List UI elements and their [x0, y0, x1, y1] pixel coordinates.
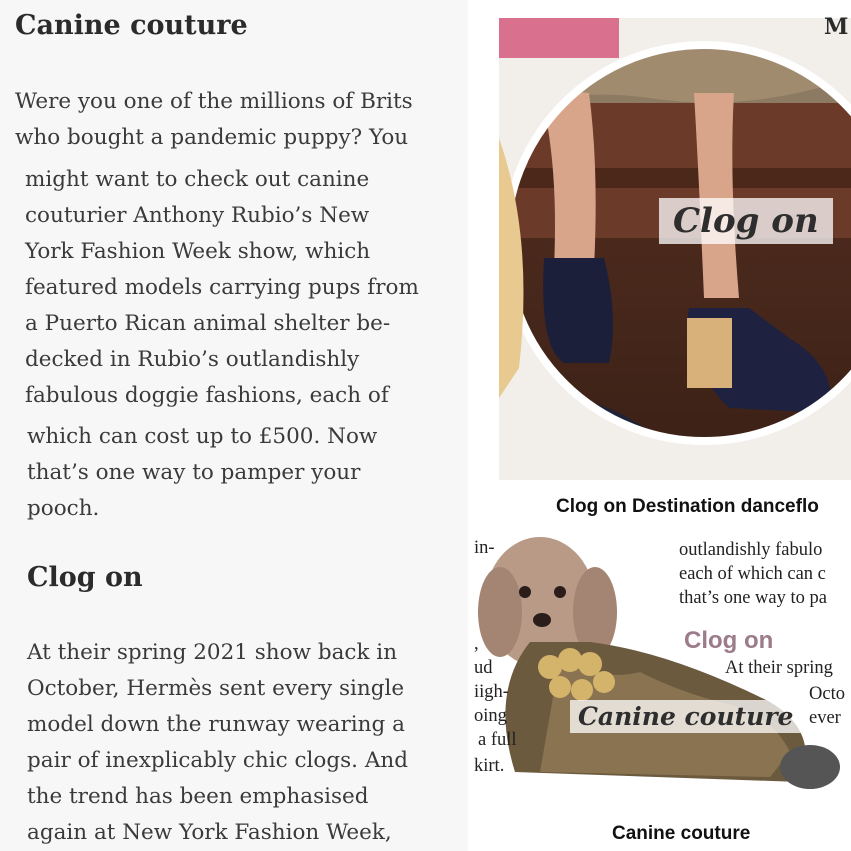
snippet-line: in-	[474, 538, 495, 558]
clog-photo	[499, 18, 851, 480]
text-line: that’s one way to pamper your	[27, 460, 361, 485]
snippet-line: iigh-	[474, 682, 509, 702]
text-line: again at New York Fashion Week,	[27, 820, 392, 845]
snippet-line: kirt.	[474, 756, 505, 776]
clog-on-overlay-label: Clog on	[659, 198, 833, 244]
text-line: Were you one of the millions of Brits	[15, 89, 413, 114]
text-line: which can cost up to £500. Now	[27, 424, 378, 449]
text-line: fabulous doggie fashions, each of	[25, 383, 389, 408]
snippet-line: ud	[474, 658, 493, 678]
text-line: York Fashion Week show, which	[25, 239, 371, 264]
text-line: pair of inexplicably chic clogs. And	[27, 748, 408, 773]
snippet-line: that’s one way to pa	[679, 588, 827, 608]
text-line: At their spring 2021 show back in	[27, 640, 398, 665]
snippet-line: each of which can c	[679, 564, 826, 584]
snippet-line: ,	[474, 634, 479, 654]
clog-illustration	[499, 18, 851, 480]
text-line: who bought a pandemic puppy? You	[15, 125, 409, 150]
heading-clog-on: Clog on	[27, 562, 143, 593]
text-line: featured models carrying pups from	[25, 275, 419, 300]
corner-heading-fragment: M	[824, 14, 849, 40]
snippet-line: a full	[478, 730, 517, 750]
dog-photo-caption: Canine couture	[612, 823, 751, 844]
heading-canine-couture: Canine couture	[15, 10, 248, 41]
clog-on-subheading: Clog on	[684, 627, 774, 654]
text-line: couturier Anthony Rubio’s New	[25, 203, 370, 228]
snippet-line: Octo	[809, 684, 845, 704]
text-line: model down the runway wearing a	[27, 712, 405, 737]
snippet-line: At their spring	[725, 658, 833, 678]
text-line: the trend has been emphasised	[27, 784, 369, 809]
text-line: a Puerto Rican animal shelter be-	[25, 311, 391, 336]
dog-photo	[470, 532, 851, 810]
text-line: might want to check out canine	[25, 167, 370, 192]
canine-couture-overlay-label: Canine couture	[570, 700, 801, 733]
text-line: decked in Rubio’s outlandishly	[25, 347, 360, 372]
snippet-line: oing	[474, 706, 507, 726]
text-line: pooch.	[27, 496, 100, 521]
snippet-line: outlandishly fabulo	[679, 540, 823, 560]
clog-photo-caption: Clog on Destination danceflo	[556, 496, 819, 517]
snippet-line: ever	[809, 708, 841, 728]
text-line: October, Hermès sent every single	[27, 676, 405, 701]
